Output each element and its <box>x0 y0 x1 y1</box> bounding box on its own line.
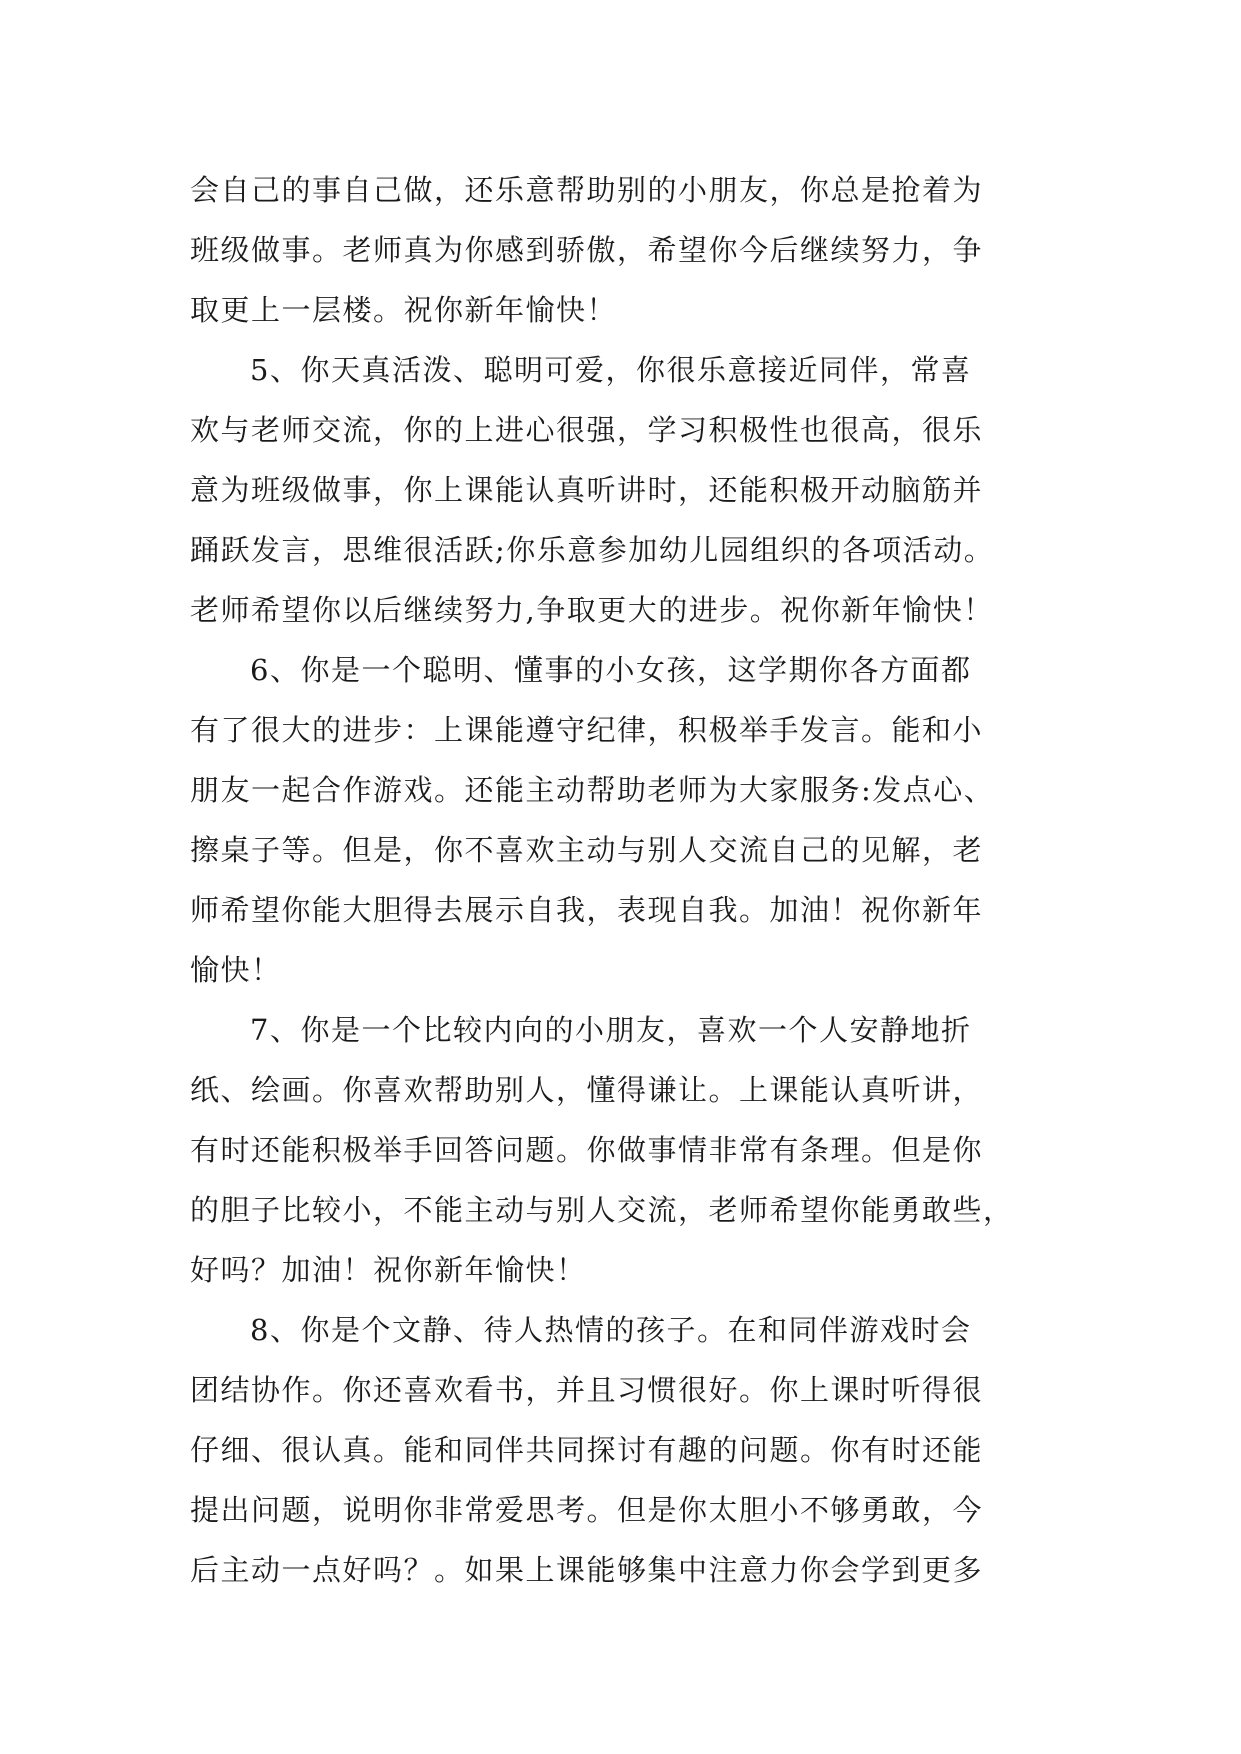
text-line: 好吗？加油！祝你新年愉快！ <box>190 1253 587 1287</box>
text-line: 踊跃发言，思维很活跃;你乐意参加幼儿园组织的各项活动。 <box>190 533 995 567</box>
text-line: 老师希望你以后继续努力,争取更大的进步。祝你新年愉快！ <box>190 593 994 627</box>
text-line: 仔细、很认真。能和同伴共同探讨有趣的问题。你有时还能 <box>190 1433 984 1467</box>
text-line: 取更上一层楼。祝你新年愉快！ <box>190 293 618 327</box>
text-line: 6、你是一个聪明、懂事的小女孩，这学期你各方面都 <box>250 653 972 687</box>
text-line: 团结协作。你还喜欢看书，并且习惯很好。你上课时听得很 <box>190 1373 984 1407</box>
text-line: 擦桌子等。但是，你不喜欢主动与别人交流自己的见解，老 <box>190 833 984 867</box>
text-line: 提出问题，说明你非常爱思考。但是你太胆小不够勇敢，今 <box>190 1493 984 1527</box>
text-line: 会自己的事自己做，还乐意帮助别的小朋友，你总是抢着为 <box>190 173 984 207</box>
text-line: 朋友一起合作游戏。还能主动帮助老师为大家服务:发点心、 <box>190 773 995 807</box>
text-line: 师希望你能大胆得去展示自我，表现自我。加油！祝你新年 <box>190 893 984 927</box>
paragraph-8 <box>190 1300 1060 1600</box>
text-line: 意为班级做事，你上课能认真听讲时，还能积极开动脑筋并 <box>190 473 984 507</box>
text-line: 的胆子比较小，不能主动与别人交流，老师希望你能勇敢些， <box>190 1193 1014 1227</box>
document-body <box>190 160 1060 1600</box>
text-line: 班级做事。老师真为你感到骄傲，希望你今后继续努力，争 <box>190 233 984 267</box>
text-line: 5、你天真活泼、聪明可爱，你很乐意接近同伴，常喜 <box>250 353 972 387</box>
text-line: 愉快！ <box>190 953 282 987</box>
text-line: 纸、绘画。你喜欢帮助别人，懂得谦让。上课能认真听讲， <box>190 1073 984 1107</box>
text-line: 7、你是一个比较内向的小朋友，喜欢一个人安静地折 <box>250 1013 972 1047</box>
paragraph-6 <box>190 640 1060 1000</box>
paragraph-5 <box>190 340 1060 640</box>
text-line: 有了很大的进步：上课能遵守纪律，积极举手发言。能和小 <box>190 713 984 747</box>
text-line: 后主动一点好吗？。如果上课能够集中注意力你会学到更多 <box>190 1553 984 1587</box>
text-line: 欢与老师交流，你的上进心很强，学习积极性也很高，很乐 <box>190 413 984 447</box>
paragraph-4-continued <box>190 160 1060 340</box>
text-line: 8、你是个文静、待人热情的孩子。在和同伴游戏时会 <box>250 1313 972 1347</box>
paragraph-7 <box>190 1000 1060 1300</box>
text-line: 有时还能积极举手回答问题。你做事情非常有条理。但是你 <box>190 1133 984 1167</box>
